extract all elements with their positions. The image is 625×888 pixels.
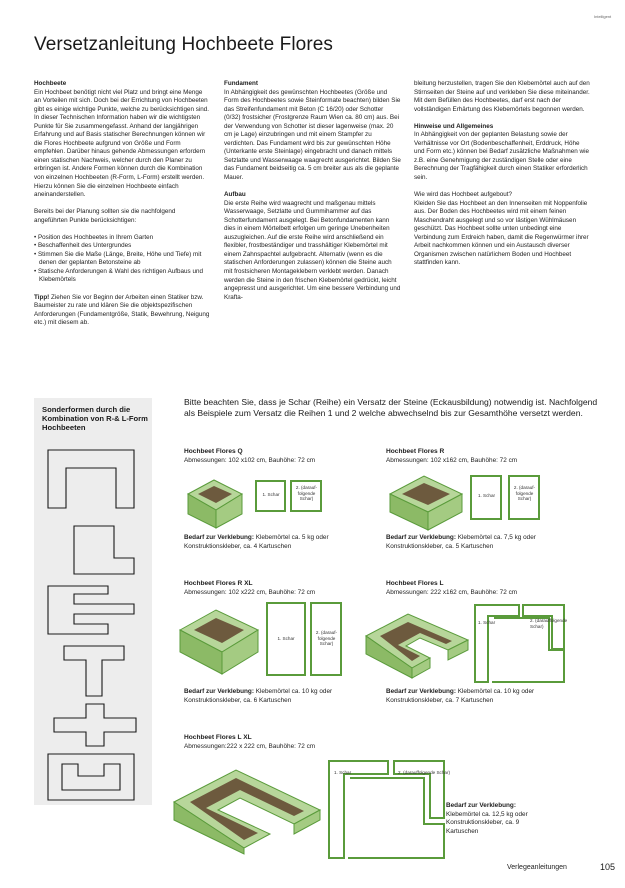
need-value: Klebemörtel ca. 10 kg oder Konstruktionskleber, ca. 6 Kartuschen bbox=[184, 688, 333, 704]
heading-hinweise: Hinweise und Allgemeines bbox=[414, 122, 494, 130]
flores-q-need bbox=[184, 534, 364, 551]
combo-shape-cross bbox=[54, 704, 136, 746]
page-title: Versetzanleitung Hochbeete Flores bbox=[34, 34, 334, 55]
item-dims: Abmessungen:222 x 222 cm, Bauhöhe: 72 cm bbox=[184, 742, 316, 750]
item-name: Hochbeet Flores L bbox=[386, 580, 444, 587]
heading-fundament: Fundament bbox=[224, 80, 258, 87]
bullet-list bbox=[34, 234, 210, 285]
item-dims: Abmessungen: 102 x222 cm, Bauhöhe: 72 cm bbox=[184, 588, 316, 596]
flores-rxl-schar-1 bbox=[266, 602, 306, 676]
item-flores-l-header bbox=[386, 580, 596, 597]
need-value: Klebemörtel ca. 10 kg oder Konstruktionskleber, ca. 7 Kartuschen bbox=[386, 688, 535, 704]
sidebar-title: Sonderformen durch die Kombination von R-& L-Form Hochbeeten bbox=[42, 405, 148, 432]
need-value: Klebemörtel ca. 12,5 kg oder Konstruktionskleber, ca. 9 Kartuschen bbox=[446, 810, 528, 835]
item-name: Hochbeet Flores Q bbox=[184, 448, 243, 455]
combo-shape-frame bbox=[48, 754, 134, 800]
paragraph: Bereits bei der Planung sollten sie die nachfolgend angeführten Punkte berücksichtigen: bbox=[34, 208, 176, 224]
schar-2-label: 2. (darauf-folgende Schar) bbox=[513, 485, 536, 501]
need-label: Bedarf zur Verklebung: bbox=[184, 688, 254, 695]
flores-rxl-schar-2 bbox=[310, 602, 342, 676]
question: Wie wird das Hochbeet aufgebout? bbox=[414, 191, 513, 199]
flores-q-illustration bbox=[184, 470, 246, 532]
flores-q-schar-2 bbox=[290, 480, 322, 512]
flores-r-schar-2 bbox=[508, 475, 540, 520]
schar-2-label: 2. (darauf-folgende Schar) bbox=[315, 630, 338, 646]
text-column-3 bbox=[414, 80, 591, 276]
flores-l-need bbox=[386, 688, 576, 705]
combo-shape-step bbox=[74, 526, 134, 574]
paragraph: In Abhängigkeit des gewünschten Hochbeetes (Größe und Form des Hochbeetes sowie Steinformate beachten) bilden Sie das Streifenfundament mit Beton (C 16/20) oder Schotter (0/32) frostsicher (Frostgrenze Raum Wien ca. 80 cm) aus. Bei der Verwendung von Schotter ist dieser lagenweise (max. 20 cm je Lage) einzubringen und mit einem Stampfer zu verdichten. Das Fundament wird bis zur gewünschten Höhe (Unterkante erste Steinlage) eingebracht und danach mittels Setzlatte und Wasserwaage waagrecht ausgerichtet. Bilden Sie das Fundament beidseitig ca. 5 cm breiter aus als die geplante Mauer. bbox=[224, 88, 401, 182]
schar-2-label: 2. (darauffolgende Schar) bbox=[398, 770, 451, 775]
item-dims: Abmessungen: 222 x162 cm, Bauhöhe: 72 cm bbox=[386, 588, 518, 596]
flores-rxl-illustration bbox=[176, 600, 262, 680]
combination-shapes-diagram bbox=[34, 398, 152, 805]
item-flores-rxl-header bbox=[184, 580, 384, 597]
sidebar-combinations bbox=[34, 398, 152, 805]
flores-l-schar-plan bbox=[474, 604, 566, 684]
flores-r-need bbox=[386, 534, 576, 551]
paragraph: Kleiden Sie das Hochbeet an den Innenseiten mit Noppenfolie aus. Der Boden des Hochbeetes wird mit einem feinen Maschendraht ausgelegt und so vor lästigen Wühlmäusen geschützt. Das Hochbeet sollte unten unbedingt eine Verbindung zum Erdreich haben, damit die Regenwürmer ihrer Arbeit nachkommen können und ein Austausch diverser Organismen zwischen natürlichem Boden und Hochbeet stattfinden kann. bbox=[414, 199, 589, 267]
item-name: Hochbeet Flores L XL bbox=[184, 734, 252, 741]
flores-lxl-need bbox=[446, 802, 546, 836]
item-name: Hochbeet Flores R XL bbox=[184, 580, 253, 587]
flores-lxl-illustration bbox=[170, 756, 326, 856]
text-column-1 bbox=[34, 80, 210, 336]
schar-1-label: 1. Schar bbox=[334, 770, 352, 775]
need-label: Bedarf zur Verklebung: bbox=[446, 802, 516, 809]
schar-1-label: 1. Schar bbox=[277, 636, 295, 641]
heading-hochbeete: Hochbeete bbox=[34, 80, 67, 87]
item-flores-r-header bbox=[386, 448, 596, 465]
need-label: Bedarf zur Verklebung: bbox=[184, 534, 254, 541]
paragraph: In Abhängigkeit von der geplanten Belastung sowie der Verhältnisse vor Ort (Bodenbeschaffenheit, Erddruck, Höhe und Form etc.) können bei Bedarf zusätzliche Maßnahmen wie z.B. eine Genehmigung der zuständigen Stelle oder eine Berechnung der Tragfähigkeit durch einen Statiker erforderlich sein. bbox=[414, 131, 589, 181]
flores-r-schar-1 bbox=[470, 475, 502, 520]
brand-mark: Intelligent bbox=[594, 14, 612, 19]
combo-shape-e bbox=[48, 586, 134, 634]
need-label: Bedarf zur Verklebung: bbox=[386, 688, 456, 695]
paragraph: bleitung herzustellen, tragen Sie den Klebemörtel auch auf den Stirnseiten der Steine auf und verkleben Sie diese miteinander. Mit dem Befüllen des Hochbeetes, darf erst nach der vollständigen Erhärtung des Klebemörtels begonnen werden. bbox=[414, 80, 590, 113]
footer-section: Verlegeanleitungen bbox=[507, 864, 567, 871]
flores-q-schar-1 bbox=[255, 480, 286, 512]
flores-r-illustration bbox=[386, 468, 466, 532]
intro-text: Bitte beachten Sie, dass je Schar (Reihe) ein Versatz der Steine (Eckausbildung) notwendig ist. Nachfolgend als Beispiele zum Versatz die Reihen 1 und 2 welche abwechselnd bis zur Gesamthöhe versetzt werden. bbox=[184, 397, 598, 419]
list-item: • Beschaffenheit des Untergrundes bbox=[34, 242, 210, 251]
schar-2-label: 2. (darauf-folgende Schar) bbox=[295, 485, 318, 501]
item-flores-q-header bbox=[184, 448, 384, 465]
schar-1-label: 1. Schar bbox=[262, 492, 280, 497]
schar-1-label: 1. Schar bbox=[477, 493, 496, 498]
item-flores-lxl-header bbox=[184, 734, 384, 751]
item-name: Hochbeet Flores R bbox=[386, 448, 445, 455]
item-dims: Abmessungen: 102 x102 cm, Bauhöhe: 72 cm bbox=[184, 456, 316, 464]
list-item: • Stimmen Sie die Maße (Länge, Breite, Höhe und Tiefe) mit denen der geplanten Betonsteine ab bbox=[34, 251, 210, 268]
tip-label: Tipp! bbox=[34, 293, 50, 301]
heading-aufbau: Aufbau bbox=[224, 191, 246, 199]
need-value: Klebemörtel ca. 7,5 kg oder Konstruktionskleber, ca. 5 Kartuschen bbox=[386, 534, 536, 550]
flores-rxl-need bbox=[184, 688, 369, 705]
list-item: • Position des Hochbeetes in Ihrem Garten bbox=[34, 234, 210, 243]
need-label: Bedarf zur Verklebung: bbox=[386, 534, 456, 541]
combo-shape-t bbox=[64, 646, 124, 696]
paragraph: Die erste Reihe wird waagrecht und maßgenau mittels Wasserwaage, Setzlatte und Gummihammer auf das Schotterfundament ausgelegt. Bei Betonfundamenten kann dies in einem Mörtelbett erfolgen um geringe Unebenheiten auszugleichen. Auf die erste Reihe wird anschließend ein flexibler, frostbeständiger und trasshältiger Klebemörtel mit einem Zahnspachtel aufgebracht. Alternativ (wenn es die statischen Anforderungen zulassen) können die Steine auch mit frostsicheren Montageklebern verklebt werden. Danach werden die Steine in den frischen Klebemörtel gedrückt, leicht angepresst und ausgerichtet. Um eine bessere Verbindung und Krafta- bbox=[224, 199, 401, 301]
text-column-2 bbox=[224, 80, 401, 311]
need-value: Klebemörtel ca. 5 kg oder Konstruktionskleber, ca. 4 Kartuschen bbox=[184, 534, 329, 550]
page-number: 105 bbox=[600, 862, 616, 872]
schar-1-label: 1. Schar bbox=[478, 620, 496, 625]
paragraph: Ein Hochbeet benötigt nicht viel Platz und bringt eine Menge an Vorteilen mit sich. Doch bei der Errichtung von Hochbeeten gibt es einige wichtige Punkte, welche zu berücksichtigen sind. In dieser Technischen Information haben wir die wichtigsten Punkte für Sie zusammengefasst. Anhand der langjährigen Erfahrung und auf Basis statischer Berechnungen können wir die Flores Hochbeete aufgrund von Größe und Form empfehlen. Darüber hinaus gehende Abmessungen erfordern einen statischen Nachweis, welcher durch den Planer zu erbringen ist. Andere Formen können durch die Kombination von einzelnen Hochbeeten (R-Form, L-Form) erstellt werden. Hierzu können Sie die einzelnen Hochbeete einfach aneinanderstellen. bbox=[34, 88, 210, 199]
item-dims: Abmessungen: 102 x162 cm, Bauhöhe: 72 cm bbox=[386, 456, 518, 464]
tip-text: Ziehen Sie vor Beginn der Arbeiten einen Statiker bzw. Baumeister zu rate und klären Sie die objektspezifischen Anforderungen (Fundamentgröße, Statik, Bewehrung, Neigung etc.) mit diesem ab. bbox=[34, 293, 210, 327]
flores-l-illustration bbox=[362, 600, 472, 680]
schar-2-label: 2. (darauffolgende Schar) bbox=[530, 618, 568, 629]
combo-shape-u bbox=[48, 450, 134, 508]
list-item: • Statische Anforderungen & Wahl des richtigen Aufbaus und Klebemörtels bbox=[34, 268, 210, 285]
